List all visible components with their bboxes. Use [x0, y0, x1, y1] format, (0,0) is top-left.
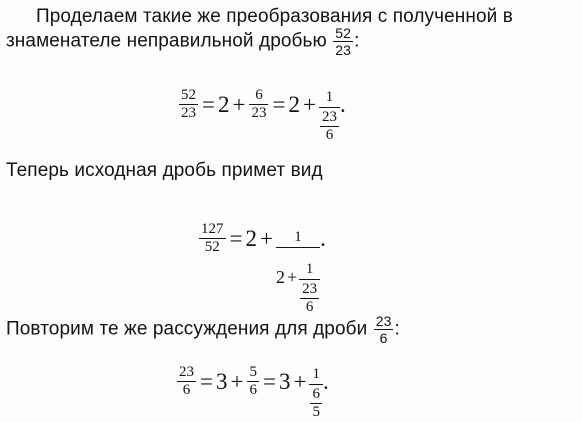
- continued-fraction-1: $\frac{1}{\frac{23}{6}}$: [319, 90, 340, 143]
- fraction-127-52: $\frac{127}{52}$: [201, 221, 224, 255]
- equation-2: $\frac{127}{52}$ = 2 + 1 2 + $\frac{1}{\frac{23}{6}}$ .: [201, 221, 326, 315]
- inline-fraction-52-23: $\frac{52}{23}$: [335, 25, 352, 58]
- inline-fraction-23-6: $\frac{23}{6}$: [375, 313, 392, 346]
- fraction-23-6-eq3: $\frac{23}{6}$: [179, 364, 194, 398]
- fraction-23-6-inner: $\frac{23}{6}$: [302, 281, 318, 315]
- continued-fraction-2: 1 2 + $\frac{1}{\frac{23}{6}}$: [276, 230, 320, 303]
- paragraph-2: Теперь исходная дробь примет вид: [6, 160, 323, 181]
- paragraph-1-line-2: знаменателе неправильной дробью $\frac{52}{23}$ :: [6, 25, 360, 58]
- paragraph-1-text: знаменателе неправильной дробью: [6, 30, 327, 52]
- continued-fraction-2-inner: $\frac{1}{\frac{23}{6}}$: [299, 262, 320, 315]
- fraction-52-23: $\frac{52}{23}$: [181, 87, 196, 121]
- paragraph-3: Повторим те же рассуждения для дроби $\frac{23}{6}$ :: [6, 313, 400, 346]
- continued-fraction-3: $\frac{1}{\frac{6}{5}}$: [309, 367, 323, 420]
- fraction-6-23: $\frac{6}{23}$: [251, 87, 267, 121]
- fraction-23-6: $\frac{23}{6}$: [321, 109, 337, 143]
- paragraph-1-line-1: Проделаем такие же преобразования с полученной в: [36, 6, 513, 27]
- equation-1: $\frac{52}{23}$ = 2 + $\frac{6}{23}$ = 2 + $\frac{1}{\frac{23}{6}}$ .: [181, 87, 346, 143]
- equation-3: $\frac{23}{6}$ = 3 + $\frac{5}{6}$ = 3 + $\frac{1}{\frac{6}{5}}$ .: [179, 364, 329, 420]
- fraction-6-5: $\frac{6}{5}$: [312, 386, 320, 420]
- fraction-5-6: $\frac{5}{6}$: [249, 364, 257, 398]
